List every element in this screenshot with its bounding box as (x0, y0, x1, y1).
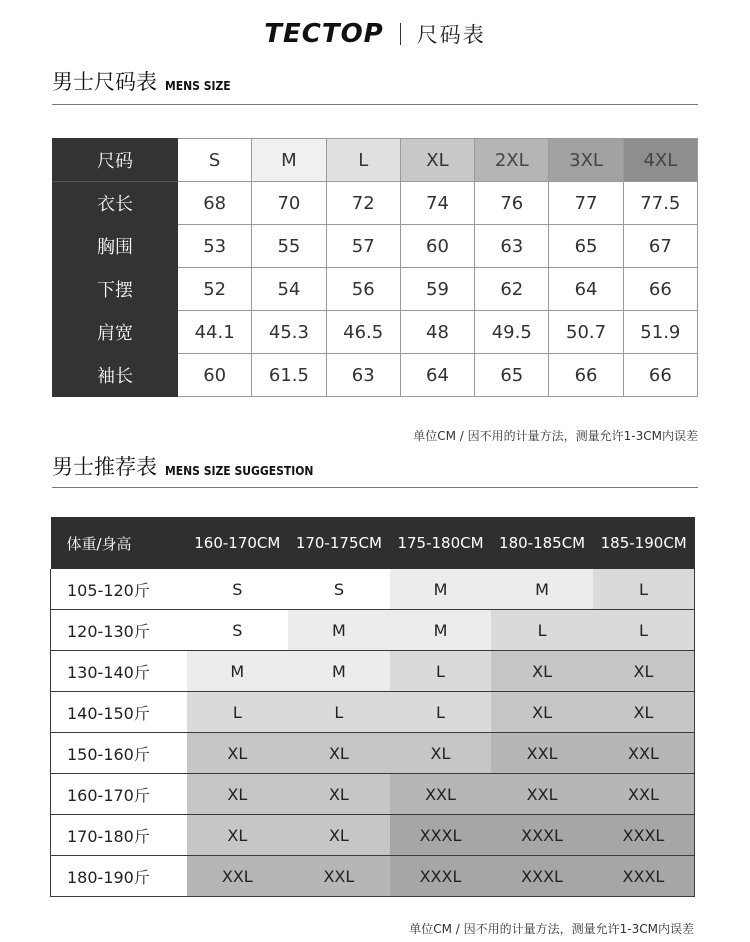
size-value-cell: 70 (252, 182, 326, 225)
size-header-row (53, 139, 698, 182)
size-header-cell: L (326, 139, 400, 182)
suggestion-row (51, 856, 695, 897)
suggested-size-cell: M (491, 569, 593, 610)
suggested-size-cell: XL (288, 733, 390, 774)
suggested-size-cell: XL (491, 692, 593, 733)
suggestion-corner-header: 体重/身高 (51, 517, 187, 569)
suggested-size-cell: XL (187, 815, 289, 856)
weight-label: 120-130斤 (51, 610, 187, 651)
weight-label: 140-150斤 (51, 692, 187, 733)
suggested-size-cell: XXXL (491, 856, 593, 897)
suggestion-table (50, 517, 695, 897)
size-value-cell: 65 (475, 354, 549, 397)
suggested-size-cell: S (187, 610, 289, 651)
suggested-size-cell: XL (288, 815, 390, 856)
size-value-cell: 77 (549, 182, 623, 225)
suggested-size-cell: XXL (593, 774, 695, 815)
size-value-cell: 64 (400, 354, 474, 397)
size-value-cell: 77.5 (623, 182, 697, 225)
suggested-size-cell: L (491, 610, 593, 651)
size-section-divider (52, 104, 698, 105)
measurement-note-2: 单位CM / 因不用的计量方法，测量允许1-3CM内误差 (409, 922, 694, 936)
size-value-cell: 46.5 (326, 311, 400, 354)
size-section-title-cn: 男士尺码表 (52, 70, 157, 94)
size-row-label: 肩宽 (53, 311, 178, 354)
weight-label: 105-120斤 (51, 569, 187, 610)
suggested-size-cell: XL (593, 692, 695, 733)
measurement-note: 单位CM / 因不用的计量方法，测量允许1-3CM内误差 (413, 429, 698, 443)
suggested-size-cell: XXL (491, 733, 593, 774)
suggestion-row (51, 733, 695, 774)
size-value-cell: 52 (178, 268, 252, 311)
size-value-cell: 68 (178, 182, 252, 225)
size-value-cell: 63 (475, 225, 549, 268)
brand-logo: TECTOP (264, 19, 384, 49)
suggested-size-cell: XXL (593, 733, 695, 774)
suggestion-row (51, 610, 695, 651)
suggested-size-cell: S (288, 569, 390, 610)
suggested-size-cell: L (593, 569, 695, 610)
height-header-cell: 160-170CM (187, 517, 289, 569)
suggested-size-cell: M (187, 651, 289, 692)
height-header-cell: 175-180CM (390, 517, 492, 569)
suggested-size-cell: XXXL (491, 815, 593, 856)
size-value-cell: 67 (623, 225, 697, 268)
size-value-cell: 50.7 (549, 311, 623, 354)
weight-label: 180-190斤 (51, 856, 187, 897)
suggestion-row (51, 651, 695, 692)
suggested-size-cell: XXXL (390, 856, 492, 897)
suggested-size-cell: XL (288, 774, 390, 815)
suggested-size-cell: M (390, 610, 492, 651)
suggested-size-cell: M (288, 651, 390, 692)
suggested-size-cell: XXL (187, 856, 289, 897)
size-value-cell: 57 (326, 225, 400, 268)
size-value-cell: 53 (178, 225, 252, 268)
suggested-size-cell: XL (491, 651, 593, 692)
size-row-label: 胸围 (53, 225, 178, 268)
size-value-cell: 65 (549, 225, 623, 268)
size-row (53, 268, 698, 311)
suggested-size-cell: L (187, 692, 289, 733)
size-value-cell: 49.5 (475, 311, 549, 354)
size-row-label: 袖长 (53, 354, 178, 397)
size-value-cell: 60 (400, 225, 474, 268)
size-section-title (52, 66, 231, 96)
size-value-cell: 59 (400, 268, 474, 311)
weight-label: 160-170斤 (51, 774, 187, 815)
suggested-size-cell: M (288, 610, 390, 651)
size-value-cell: 72 (326, 182, 400, 225)
suggested-size-cell: XXXL (593, 856, 695, 897)
suggested-size-cell: XL (593, 651, 695, 692)
suggestion-section-title (52, 451, 313, 481)
suggested-size-cell: XXL (390, 774, 492, 815)
suggested-size-cell: XXL (288, 856, 390, 897)
size-value-cell: 60 (178, 354, 252, 397)
suggestion-row (51, 692, 695, 733)
suggested-size-cell: L (390, 692, 492, 733)
size-header-cell: 4XL (623, 139, 697, 182)
suggestion-row (51, 774, 695, 815)
size-value-cell: 61.5 (252, 354, 326, 397)
height-header-cell: 185-190CM (593, 517, 695, 569)
size-section-title-en: MENS SIZE (165, 79, 231, 93)
size-row (53, 311, 698, 354)
suggested-size-cell: XL (390, 733, 492, 774)
header-divider (400, 23, 401, 45)
height-header-cell: 170-175CM (288, 517, 390, 569)
size-value-cell: 48 (400, 311, 474, 354)
size-row (53, 225, 698, 268)
size-table (52, 138, 698, 397)
suggestion-row (51, 569, 695, 610)
size-row (53, 354, 698, 397)
size-header-cell: 3XL (549, 139, 623, 182)
weight-label: 150-160斤 (51, 733, 187, 774)
page-title: 尺码表 (416, 23, 486, 47)
suggestion-section-title-en: MENS SIZE SUGGESTION (165, 464, 314, 478)
size-header-cell: S (178, 139, 252, 182)
size-value-cell: 66 (623, 268, 697, 311)
size-value-cell: 54 (252, 268, 326, 311)
size-row-label: 衣长 (53, 182, 178, 225)
suggested-size-cell: L (390, 651, 492, 692)
height-header-cell: 180-185CM (491, 517, 593, 569)
size-value-cell: 74 (400, 182, 474, 225)
suggested-size-cell: M (390, 569, 492, 610)
suggested-size-cell: XL (187, 733, 289, 774)
size-value-cell: 66 (623, 354, 697, 397)
size-value-cell: 64 (549, 268, 623, 311)
size-value-cell: 44.1 (178, 311, 252, 354)
size-header-cell: 2XL (475, 139, 549, 182)
weight-label: 130-140斤 (51, 651, 187, 692)
suggestion-section-divider (52, 487, 698, 488)
suggestion-row (51, 815, 695, 856)
suggestion-section-title-cn: 男士推荐表 (52, 455, 157, 479)
size-value-cell: 55 (252, 225, 326, 268)
size-value-cell: 45.3 (252, 311, 326, 354)
size-value-cell: 66 (549, 354, 623, 397)
weight-label: 170-180斤 (51, 815, 187, 856)
suggested-size-cell: XXXL (593, 815, 695, 856)
size-header-label: 尺码 (53, 139, 178, 182)
suggested-size-cell: XL (187, 774, 289, 815)
size-header-cell: XL (400, 139, 474, 182)
suggested-size-cell: XXXL (390, 815, 492, 856)
size-value-cell: 62 (475, 268, 549, 311)
size-row-label: 下摆 (53, 268, 178, 311)
size-value-cell: 51.9 (623, 311, 697, 354)
size-value-cell: 63 (326, 354, 400, 397)
page-header (0, 14, 750, 54)
size-header-cell: M (252, 139, 326, 182)
suggested-size-cell: XXL (491, 774, 593, 815)
suggested-size-cell: L (593, 610, 695, 651)
suggested-size-cell: S (187, 569, 289, 610)
size-value-cell: 56 (326, 268, 400, 311)
size-value-cell: 76 (475, 182, 549, 225)
size-row (53, 182, 698, 225)
suggested-size-cell: L (288, 692, 390, 733)
